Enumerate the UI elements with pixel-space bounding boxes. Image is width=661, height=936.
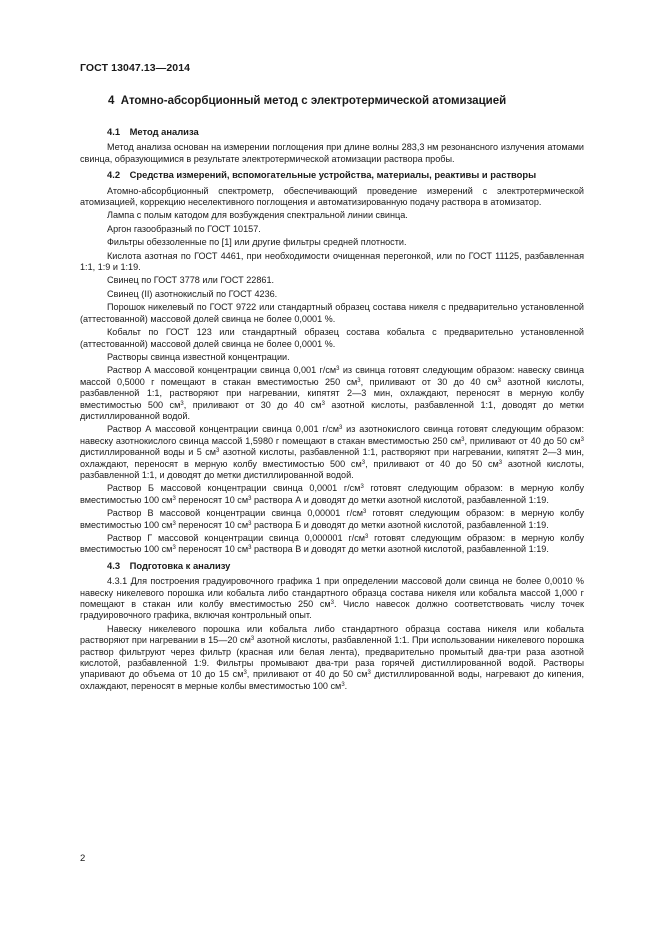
paragraph: Раствор Б массовой концентрации свинца 0,0001 $г/см^3$ готовят следующим образом: в мерную колбу вместимостью 100 $см^3$ переносят 10 $см^3$ раствора А и доводят до метки азотной кислотой, разбавленной 1:19. [80,483,584,505]
subsection-title: Подготовка к анализу [129,559,231,571]
paragraph: Раствор Г массовой концентрации свинца 0,000001 $г/см^3$ готовят следующим образом: в мерную колбу вместимостью 100 $см^3$ переносят 10 $см^3$ раствора В и доводят до метки азотной кислотой, разбавленной 1:19. [80,533,585,555]
paragraph-group [80,186,584,556]
main-content [80,126,584,694]
paragraph: Навеску никелевого порошка или кобальта либо стандартного образца состава никеля или кобальта растворяют при нагревании в 15—20 $см^3$ азотной кислоты, разбавленной 1:1. При использовании никелевого порошка раствор фильтруют через фильтр (красная или белая лента), предварительно промытый два-три раза азотной кислотой, разбавленной 1:9. Фильтры промывают два-три раза горячей дистиллированной водой. Растворы упаривают до объема от 10 до 15 $см^3$, приливают от 40 до 50 $см^3$ дистиллированной воды, нагревают до кипения, охлаждают, переносят в мерные колбы вместимостью 100 $см^3$. [80,623,585,691]
paragraph: Растворы свинца известной концентрации. [107,351,290,362]
paragraph: 4.3.1 Для построения градуировочного графика 1 при определении массовой доли свинца не более 0,0010 % навеску никелевого порошка или кобальта либо стандартного образца состава никеля или кобальта массой 1,000 г помещают в стакан или колбу вместимостью 250 $см^3$. Число навесок должно соответствовать числу точек градуировочного графика, включая контрольный опыт. [80,576,584,621]
subsection-number: 4.1 [107,126,121,137]
paragraph: Фильтры обеззоленные по [1] или другие фильтры средней плотности. [107,237,407,248]
paragraph: Лампа с полым катодом для возбуждения спектральной линии свинца. [107,210,408,221]
paragraph: Раствор А массовой концентрации свинца 0,001 $г/см^3$ из свинца готовят следующим образом: навеску свинца массой 0,5000 г помещают в стакан вместимостью 250 $см^3$, приливают от 30 до 40 $см^3$ азотной кислоты, разбавленной 1:1, растворяют при нагревании, кипятят 2—3 мин, охлаждают, переносят в мерную колбу вместимостью 500 $см^3$, приливают от 30 до 40 $см^3$ азотной кислоты, разбавленной 1:1, доводят до метки дистиллированной водой. [80,365,585,421]
subsection-number: 4.2 [107,169,121,181]
subsection-heading [80,169,584,180]
subsection-number: 4.3 [107,559,121,571]
section-heading [108,95,506,107]
subsection-heading [80,560,584,571]
paragraph: Свинец по ГОСТ 3778 или ГОСТ 22861. [107,275,275,286]
paragraph-group [80,576,584,692]
paragraph: Раствор В массовой концентрации свинца 0,00001 $г/см^3$ готовят следующим образом: в мерную колбу вместимостью 100 $см^3$ переносят 10 $см^3$ раствора Б и доводят до метки азотной кислотой, разбавленной 1:19. [80,508,584,530]
paragraph: Кобальт по ГОСТ 123 или стандартный образец состава кобальта с предварительно установленной (аттестованной) массовой долей свинца не более 0,0001 %. [80,327,584,349]
subsection-title: Средства измерений, вспомогательные устройства, материалы, реактивы и растворы [129,169,537,181]
standard-designation: ГОСТ 13047.13—2014 [80,62,191,74]
section-title: Атомно-абсорбционный метод с электротермической атомизацией [120,95,507,107]
paragraph: Атомно-абсорбционный спектрометр, обеспечивающий проведение измерений с электротермической атомизацией, коррекцию неселективного поглощения и автоматизированную подачу раствора в атомизатор. [80,185,584,208]
paragraph: Раствор А массовой концентрации свинца 0,001 $г/см^3$ из азотнокислого свинца готовят следующим образом: навеску азотнокислого свинца массой 1,5980 г помещают в стакан вместимостью 250 $см^3$, приливают от 40 до 50 $см^3$ дистиллированной воды и 5 $см^3$ азотной кислоты, разбавленной 1:1, растворяют при нагревании, кипятят 2—3 мин, охлаждают, переносят в мерную колбу вместимостью 500 $см^3$, приливают от 40 до 50 $см^3$ азотной кислоты, разбавленной 1:1, и доводят до метки дистиллированной водой. [80,424,585,480]
page-number: 2 [80,853,86,864]
subsection-heading [80,126,584,137]
paragraph: Метод анализа основан на измерении поглощения при длине волны 283,3 нм резонансного излучения атомами свинца, образующимися в результате электротермической атомизации раствора пробы. [80,142,584,164]
paragraph: Кислота азотная по ГОСТ 4461, при необходимости очищенная перегонкой, или по ГОСТ 11125, разбавленная 1:1, 1:9 и 1:19. [80,250,584,273]
paragraph: Аргон газообразный по ГОСТ 10157. [107,223,261,234]
section-number: 4 [108,95,115,107]
paragraph: Порошок никелевый по ГОСТ 9722 или стандартный образец состава никеля с предварительно установленной (аттестованной) массовой долей свинца не более 0,0001 %. [80,302,584,324]
paragraph-group [80,142,584,165]
paragraph: Свинец (II) азотнокислый по ГОСТ 4236. [107,288,278,299]
subsection-title: Метод анализа [129,126,199,137]
